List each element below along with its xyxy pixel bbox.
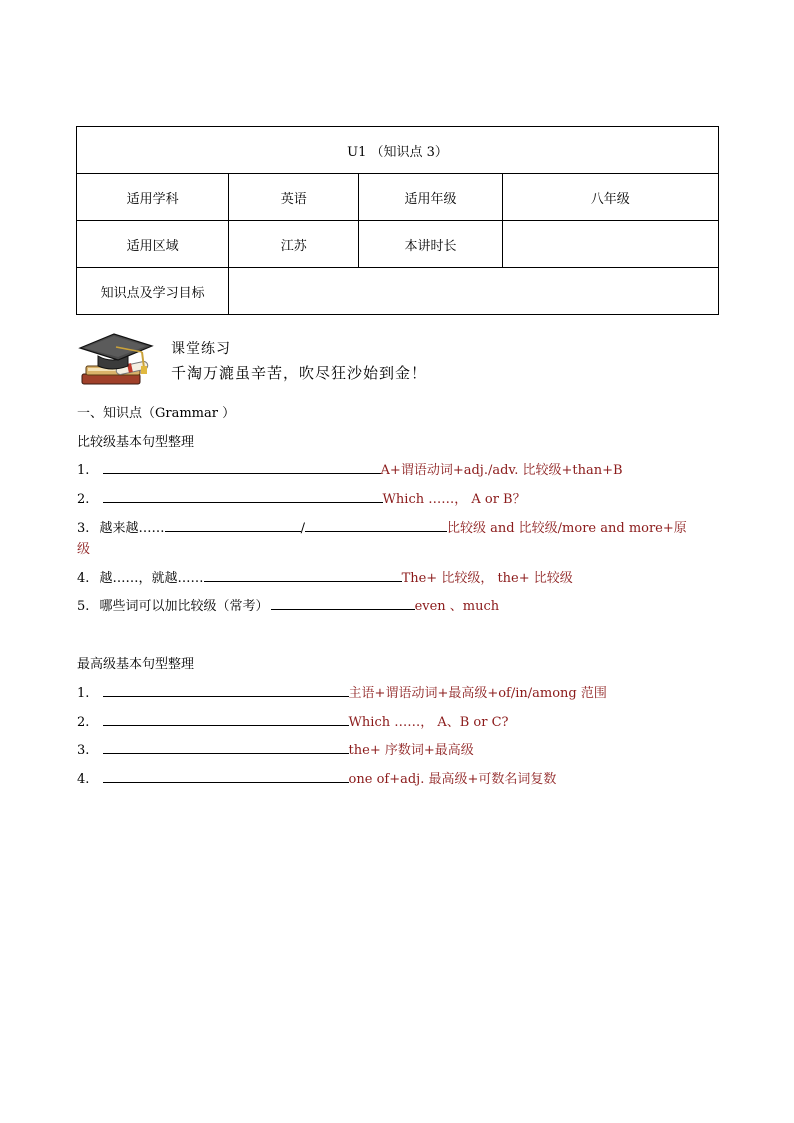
item-number: 3. [77,743,90,758]
list-item [77,517,687,536]
table-cell [229,268,719,315]
item-prompt: 越来越…… [99,521,165,536]
list-item [77,459,623,478]
answer-text: even 、much [414,599,500,614]
answer-text: The+ 比较级， the+ 比较级 [401,571,573,586]
answer-blank[interactable] [204,569,402,582]
answer-text: A+谓语动词+adj./adv. 比较级+than+B [380,463,623,478]
item-number: 2. [77,492,90,507]
answer-text-wrap: 级 [77,542,91,557]
list-item [77,567,573,586]
answer-text: the+ 序数词+最高级 [348,743,474,758]
item-number: 4. [77,772,90,787]
answer-text: Which ……， A or B？ [382,492,526,507]
table-cell: 适用区域 [77,221,229,268]
graduation-cap-icon [76,330,160,390]
item-number: 4. [77,571,90,586]
table-cell [502,221,718,268]
section-subheading: 比较级基本句型整理 [77,435,195,450]
answer-blank[interactable] [103,741,349,754]
answer-blank[interactable] [103,770,349,783]
answer-blank[interactable] [103,461,381,474]
item-number: 1. [77,463,90,478]
table-cell: 适用年级 [359,174,502,221]
list-item [77,739,474,758]
table-cell: 适用学科 [77,174,229,221]
list-item [77,488,526,507]
table-cell: 英语 [229,174,359,221]
answer-text: 主语+谓语动词+最高级+of/in/among 范围 [348,686,607,701]
answer-blank[interactable] [103,684,349,697]
table-cell: 知识点及学习目标 [77,268,229,315]
practice-banner [76,330,716,390]
answer-text: one of+adj. 最高级+可数名词复数 [348,772,557,787]
table-cell: 本讲时长 [359,221,502,268]
list-item [77,595,499,614]
practice-motto: 千淘万漉虽辛苦，吹尽狂沙始到金！ [171,364,428,382]
answer-text: 比较级 and 比较级/more and more+原 [446,521,687,536]
info-table [76,126,719,315]
practice-title: 课堂练习 [171,341,231,357]
answer-blank[interactable] [165,519,301,532]
table-cell: 江苏 [229,221,359,268]
item-number: 1. [77,686,90,701]
item-number: 3. [77,521,90,536]
table-title: U1 （知识点 3） [77,127,719,174]
item-prompt: 哪些词可以加比较级（常考） [99,599,269,614]
list-item [77,711,509,730]
answer-blank[interactable] [305,519,447,532]
answer-blank[interactable] [103,713,349,726]
item-number: 2. [77,715,90,730]
list-item [77,682,607,701]
answer-blank[interactable] [271,597,415,610]
section-subheading: 最高级基本句型整理 [77,657,195,672]
answer-blank[interactable] [103,490,383,503]
section-heading: 一、知识点（Grammar ） [77,406,236,421]
table-cell: 八年级 [502,174,718,221]
answer-text: Which ……， A、B or C? [348,715,509,730]
item-number: 5. [77,599,90,614]
item-prompt: 越……，就越…… [99,571,204,586]
list-item [77,768,556,787]
item-separator: / [300,521,305,536]
